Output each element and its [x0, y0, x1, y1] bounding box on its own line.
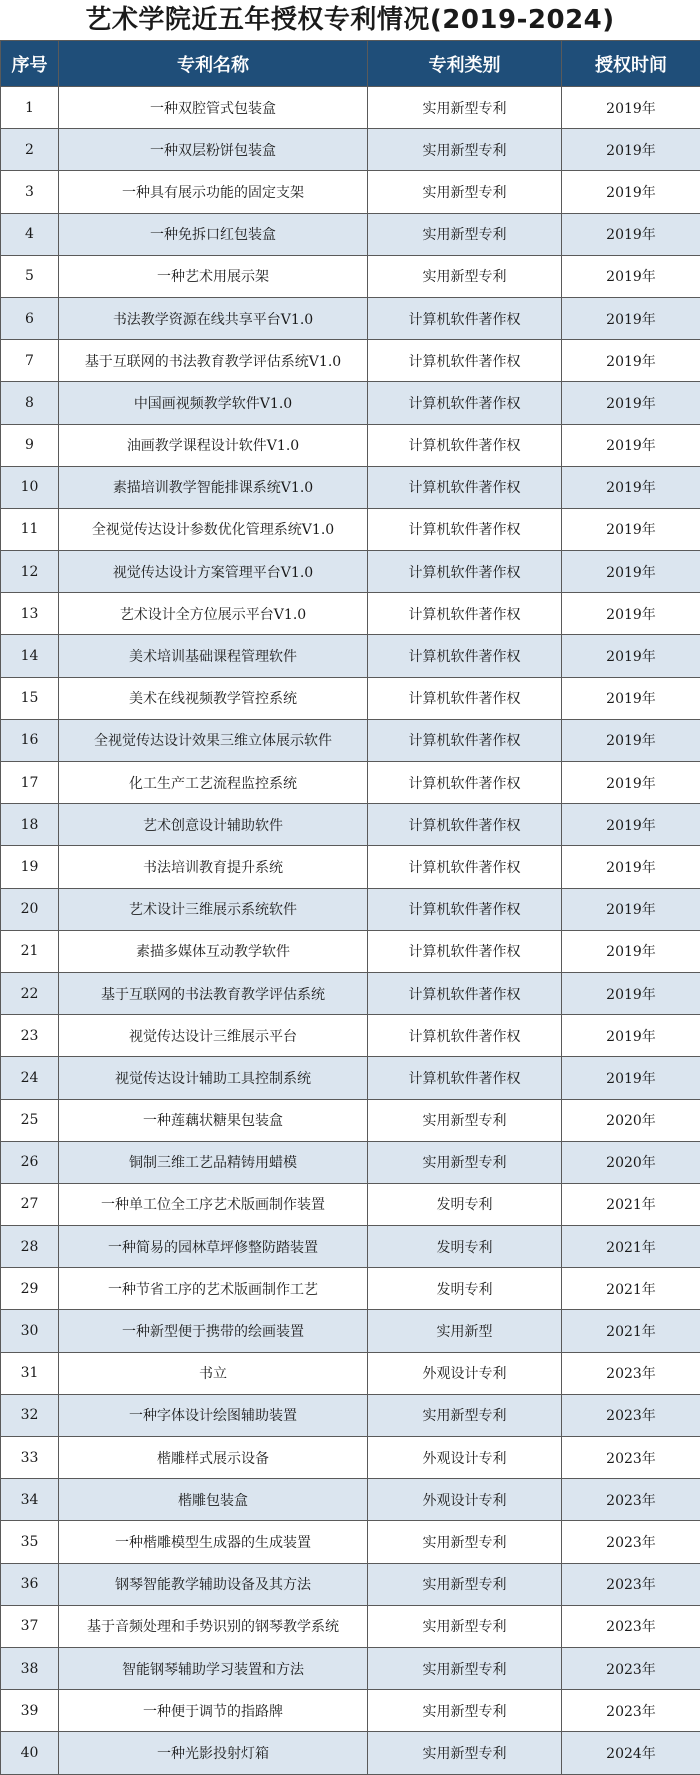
cell-index: 13	[1, 593, 59, 635]
cell-type: 计算机软件著作权	[368, 424, 562, 466]
cell-type: 计算机软件著作权	[368, 1057, 562, 1099]
cell-type: 计算机软件著作权	[368, 551, 562, 593]
table-row	[1, 297, 700, 339]
cell-time: 2023年	[562, 1647, 700, 1689]
cell-type: 发明专利	[368, 1183, 562, 1225]
cell-time: 2021年	[562, 1268, 700, 1310]
cell-time: 2019年	[562, 424, 700, 466]
cell-index: 38	[1, 1647, 59, 1689]
cell-time: 2019年	[562, 87, 700, 129]
cell-time: 2019年	[562, 1015, 700, 1057]
cell-name: 视觉传达设计方案管理平台V1.0	[59, 551, 368, 593]
header-name: 专利名称	[59, 41, 368, 87]
cell-type: 发明专利	[368, 1226, 562, 1268]
cell-index: 3	[1, 171, 59, 213]
cell-index: 36	[1, 1563, 59, 1605]
cell-type: 实用新型专利	[368, 1394, 562, 1436]
table-body	[1, 87, 700, 1775]
table-row	[1, 1057, 700, 1099]
cell-type: 计算机软件著作权	[368, 508, 562, 550]
cell-name: 素描多媒体互动教学软件	[59, 930, 368, 972]
cell-time: 2023年	[562, 1394, 700, 1436]
cell-time: 2023年	[562, 1605, 700, 1647]
cell-time: 2019年	[562, 255, 700, 297]
cell-index: 33	[1, 1437, 59, 1479]
cell-index: 16	[1, 719, 59, 761]
table-row	[1, 593, 700, 635]
cell-index: 21	[1, 930, 59, 972]
table-row	[1, 551, 700, 593]
cell-type: 实用新型专利	[368, 213, 562, 255]
cell-name: 基于音频处理和手势识别的钢琴教学系统	[59, 1605, 368, 1647]
cell-type: 计算机软件著作权	[368, 804, 562, 846]
cell-time: 2021年	[562, 1226, 700, 1268]
cell-time: 2019年	[562, 340, 700, 382]
cell-index: 34	[1, 1479, 59, 1521]
cell-name: 钢琴智能教学辅助设备及其方法	[59, 1563, 368, 1605]
table-row	[1, 677, 700, 719]
cell-time: 2019年	[562, 1057, 700, 1099]
table-row	[1, 804, 700, 846]
cell-index: 12	[1, 551, 59, 593]
table-header	[1, 41, 700, 87]
cell-index: 37	[1, 1605, 59, 1647]
table-row	[1, 1183, 700, 1225]
cell-time: 2023年	[562, 1521, 700, 1563]
cell-type: 计算机软件著作权	[368, 466, 562, 508]
cell-index: 26	[1, 1141, 59, 1183]
header-time: 授权时间	[562, 41, 700, 87]
cell-name: 书法教学资源在线共享平台V1.0	[59, 297, 368, 339]
table-row	[1, 87, 700, 129]
cell-time: 2019年	[562, 972, 700, 1014]
cell-time: 2020年	[562, 1099, 700, 1141]
cell-time: 2023年	[562, 1437, 700, 1479]
cell-type: 实用新型专利	[368, 1732, 562, 1774]
table-row	[1, 1479, 700, 1521]
cell-index: 4	[1, 213, 59, 255]
cell-name: 一种莲藕状糖果包装盒	[59, 1099, 368, 1141]
cell-index: 6	[1, 297, 59, 339]
cell-index: 19	[1, 846, 59, 888]
cell-type: 计算机软件著作权	[368, 888, 562, 930]
cell-name: 铜制三维工艺品精铸用蜡模	[59, 1141, 368, 1183]
table-row	[1, 424, 700, 466]
table-row	[1, 1647, 700, 1689]
cell-name: 油画教学课程设计软件V1.0	[59, 424, 368, 466]
cell-name: 艺术设计全方位展示平台V1.0	[59, 593, 368, 635]
cell-index: 31	[1, 1352, 59, 1394]
table-row	[1, 888, 700, 930]
table-row	[1, 382, 700, 424]
table-row	[1, 1394, 700, 1436]
cell-index: 28	[1, 1226, 59, 1268]
cell-type: 计算机软件著作权	[368, 677, 562, 719]
cell-name: 一种简易的园林草坪修整防踏装置	[59, 1226, 368, 1268]
cell-name: 书法培训教育提升系统	[59, 846, 368, 888]
table-row	[1, 1015, 700, 1057]
cell-type: 计算机软件著作权	[368, 635, 562, 677]
cell-index: 14	[1, 635, 59, 677]
cell-time: 2019年	[562, 171, 700, 213]
table-row	[1, 129, 700, 171]
cell-index: 22	[1, 972, 59, 1014]
cell-type: 计算机软件著作权	[368, 972, 562, 1014]
cell-time: 2019年	[562, 508, 700, 550]
cell-name: 一种光影投射灯箱	[59, 1732, 368, 1774]
cell-name: 艺术创意设计辅助软件	[59, 804, 368, 846]
table-row	[1, 1563, 700, 1605]
table-row	[1, 972, 700, 1014]
cell-name: 一种新型便于携带的绘画装置	[59, 1310, 368, 1352]
cell-type: 计算机软件著作权	[368, 762, 562, 804]
cell-time: 2021年	[562, 1310, 700, 1352]
cell-type: 外观设计专利	[368, 1437, 562, 1479]
cell-index: 35	[1, 1521, 59, 1563]
cell-type: 实用新型专利	[368, 171, 562, 213]
cell-name: 一种艺术用展示架	[59, 255, 368, 297]
cell-time: 2019年	[562, 593, 700, 635]
cell-name: 艺术设计三维展示系统软件	[59, 888, 368, 930]
cell-index: 11	[1, 508, 59, 550]
cell-time: 2024年	[562, 1732, 700, 1774]
cell-index: 24	[1, 1057, 59, 1099]
cell-name: 楷雕包装盒	[59, 1479, 368, 1521]
cell-name: 化工生产工艺流程监控系统	[59, 762, 368, 804]
cell-index: 25	[1, 1099, 59, 1141]
header-row	[1, 41, 700, 87]
table-row	[1, 1268, 700, 1310]
cell-name: 全视觉传达设计效果三维立体展示软件	[59, 719, 368, 761]
cell-type: 计算机软件著作权	[368, 297, 562, 339]
cell-type: 计算机软件著作权	[368, 930, 562, 972]
cell-name: 美术培训基础课程管理软件	[59, 635, 368, 677]
cell-name: 一种具有展示功能的固定支架	[59, 171, 368, 213]
cell-name: 书立	[59, 1352, 368, 1394]
cell-time: 2019年	[562, 382, 700, 424]
cell-index: 17	[1, 762, 59, 804]
cell-name: 一种双层粉饼包装盒	[59, 129, 368, 171]
table-row	[1, 1099, 700, 1141]
cell-type: 计算机软件著作权	[368, 340, 562, 382]
cell-time: 2019年	[562, 719, 700, 761]
table-row	[1, 340, 700, 382]
cell-type: 实用新型专利	[368, 1690, 562, 1732]
table-row	[1, 1521, 700, 1563]
table-row	[1, 508, 700, 550]
cell-time: 2019年	[562, 551, 700, 593]
cell-name: 智能钢琴辅助学习装置和方法	[59, 1647, 368, 1689]
cell-time: 2019年	[562, 213, 700, 255]
cell-index: 8	[1, 382, 59, 424]
cell-name: 一种字体设计绘图辅助装置	[59, 1394, 368, 1436]
cell-time: 2019年	[562, 846, 700, 888]
cell-time: 2019年	[562, 888, 700, 930]
table-row	[1, 762, 700, 804]
cell-time: 2019年	[562, 297, 700, 339]
table-row	[1, 1690, 700, 1732]
cell-time: 2020年	[562, 1141, 700, 1183]
cell-index: 15	[1, 677, 59, 719]
cell-time: 2023年	[562, 1479, 700, 1521]
table-row	[1, 1605, 700, 1647]
cell-index: 30	[1, 1310, 59, 1352]
cell-type: 计算机软件著作权	[368, 593, 562, 635]
cell-name: 视觉传达设计辅助工具控制系统	[59, 1057, 368, 1099]
cell-time: 2019年	[562, 677, 700, 719]
cell-index: 29	[1, 1268, 59, 1310]
table-row	[1, 466, 700, 508]
table-row	[1, 1352, 700, 1394]
cell-index: 5	[1, 255, 59, 297]
header-type: 专利类别	[368, 41, 562, 87]
cell-name: 一种楷雕模型生成器的生成装置	[59, 1521, 368, 1563]
cell-type: 发明专利	[368, 1268, 562, 1310]
cell-type: 计算机软件著作权	[368, 846, 562, 888]
cell-time: 2019年	[562, 930, 700, 972]
cell-time: 2019年	[562, 635, 700, 677]
cell-time: 2019年	[562, 129, 700, 171]
cell-index: 27	[1, 1183, 59, 1225]
cell-type: 实用新型专利	[368, 1141, 562, 1183]
cell-time: 2019年	[562, 804, 700, 846]
cell-type: 外观设计专利	[368, 1352, 562, 1394]
table-row	[1, 846, 700, 888]
cell-time: 2021年	[562, 1183, 700, 1225]
cell-name: 美术在线视频教学管控系统	[59, 677, 368, 719]
cell-type: 实用新型专利	[368, 1521, 562, 1563]
cell-index: 7	[1, 340, 59, 382]
cell-name: 基于互联网的书法教育教学评估系统	[59, 972, 368, 1014]
cell-index: 9	[1, 424, 59, 466]
cell-index: 18	[1, 804, 59, 846]
cell-time: 2023年	[562, 1563, 700, 1605]
table-row	[1, 171, 700, 213]
cell-time: 2019年	[562, 762, 700, 804]
cell-name: 一种单工位全工序艺术版画制作装置	[59, 1183, 368, 1225]
cell-index: 1	[1, 87, 59, 129]
table-row	[1, 1141, 700, 1183]
table-row	[1, 1732, 700, 1774]
cell-type: 计算机软件著作权	[368, 1015, 562, 1057]
table-row	[1, 930, 700, 972]
cell-type: 实用新型专利	[368, 255, 562, 297]
cell-name: 楷雕样式展示设备	[59, 1437, 368, 1479]
cell-type: 外观设计专利	[368, 1479, 562, 1521]
cell-name: 中国画视频教学软件V1.0	[59, 382, 368, 424]
page-title: 艺术学院近五年授权专利情况(2019-2024)	[0, 0, 700, 40]
cell-time: 2023年	[562, 1690, 700, 1732]
cell-name: 一种便于调节的指路牌	[59, 1690, 368, 1732]
cell-index: 10	[1, 466, 59, 508]
cell-type: 实用新型专利	[368, 1605, 562, 1647]
cell-name: 基于互联网的书法教育教学评估系统V1.0	[59, 340, 368, 382]
cell-name: 一种免拆口红包装盒	[59, 213, 368, 255]
cell-type: 实用新型专利	[368, 129, 562, 171]
cell-type: 实用新型	[368, 1310, 562, 1352]
cell-index: 2	[1, 129, 59, 171]
table-row	[1, 1437, 700, 1479]
cell-type: 实用新型专利	[368, 87, 562, 129]
cell-type: 实用新型专利	[368, 1563, 562, 1605]
cell-type: 计算机软件著作权	[368, 382, 562, 424]
cell-index: 20	[1, 888, 59, 930]
cell-type: 实用新型专利	[368, 1099, 562, 1141]
cell-index: 32	[1, 1394, 59, 1436]
table-row	[1, 719, 700, 761]
cell-type: 计算机软件著作权	[368, 719, 562, 761]
cell-name: 视觉传达设计三维展示平台	[59, 1015, 368, 1057]
cell-time: 2023年	[562, 1352, 700, 1394]
header-index: 序号	[1, 41, 59, 87]
cell-name: 全视觉传达设计参数优化管理系统V1.0	[59, 508, 368, 550]
cell-name: 一种双腔管式包装盒	[59, 87, 368, 129]
cell-name: 一种节省工序的艺术版画制作工艺	[59, 1268, 368, 1310]
cell-index: 23	[1, 1015, 59, 1057]
table-row	[1, 255, 700, 297]
table-row	[1, 635, 700, 677]
patent-table	[0, 40, 700, 1775]
cell-name: 素描培训教学智能排课系统V1.0	[59, 466, 368, 508]
table-row	[1, 213, 700, 255]
cell-index: 40	[1, 1732, 59, 1774]
table-row	[1, 1310, 700, 1352]
cell-time: 2019年	[562, 466, 700, 508]
table-row	[1, 1226, 700, 1268]
cell-index: 39	[1, 1690, 59, 1732]
cell-type: 实用新型专利	[368, 1647, 562, 1689]
